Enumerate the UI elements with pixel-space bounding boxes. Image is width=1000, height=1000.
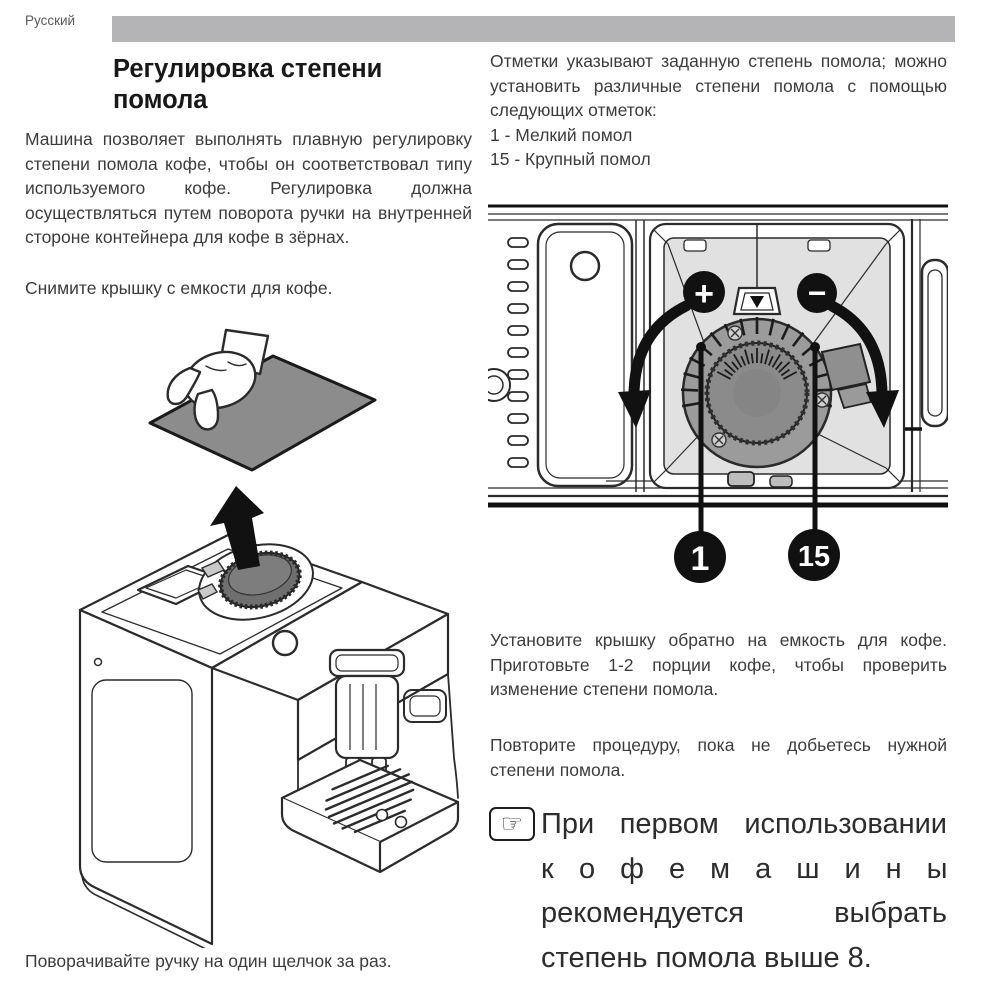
grind-level-coarse: 15 - Крупный помол xyxy=(490,149,651,169)
side-handle xyxy=(922,260,948,426)
top-button xyxy=(273,631,297,655)
coffee-machine-lid-removal-illustration xyxy=(30,328,470,948)
grind-level-fine: 1 - Мелкий помол xyxy=(490,124,633,145)
pointing-hand-icon: ☞ xyxy=(500,810,524,838)
note-first-use xyxy=(541,802,973,980)
minus-badge xyxy=(797,273,837,313)
plus-icon: + xyxy=(694,275,714,313)
section-divider-bar xyxy=(112,16,955,42)
note-line: кофемашины xyxy=(541,852,973,885)
dial-side-lever xyxy=(822,344,870,390)
grind-marks-block xyxy=(490,49,947,172)
paragraph-grind-adjust-intro: Машина позволяет выполнять плавную регулировку степени помола кофе, чтобы он соответствовал типу используемого кофе. Регулировка должна осуществляться путем поворота ручки на внутренней стороне контейнера для кофе в зёрнах. xyxy=(25,129,472,247)
note-line: рекомендуется выбрать xyxy=(541,897,947,929)
note-line: степень помола выше 8. xyxy=(541,941,872,974)
paragraph-repeat-procedure: Повторите процедуру, пока не добьетесь нужной степени помола. xyxy=(490,735,947,780)
grinder-dial-diagram xyxy=(488,200,948,605)
paragraph-remove-lid: Снимите крышку с емкости для кофе. xyxy=(25,278,333,298)
paragraph-grind-marks: Отметки указывают заданную степень помола; можно установить различные степени помола с помощью следующих отметок: xyxy=(490,51,947,120)
callout-fine-label: 1 xyxy=(690,540,710,578)
note-pointer-box xyxy=(489,807,535,841)
language-label: Русский xyxy=(25,13,76,28)
minus-icon: − xyxy=(807,275,827,311)
note-line: При первом использовании xyxy=(541,808,947,840)
page-title: Регулировка степени помола xyxy=(113,55,383,114)
caption-turn-knob: Поворачивайте ручку на один щелчок за раз. xyxy=(25,951,392,971)
coffee-spout xyxy=(330,650,404,774)
paragraph-replace-lid: Установите крышку обратно на емкость для кофе. Приготовьте 1-2 порции кофе, чтобы проверить изменение степени помола. xyxy=(490,630,947,699)
vent-slots xyxy=(508,238,528,467)
drip-tray xyxy=(282,760,458,872)
plus-badge xyxy=(683,271,725,313)
callout-coarse-label: 15 xyxy=(797,541,831,573)
panel-circle-detail xyxy=(571,252,599,280)
